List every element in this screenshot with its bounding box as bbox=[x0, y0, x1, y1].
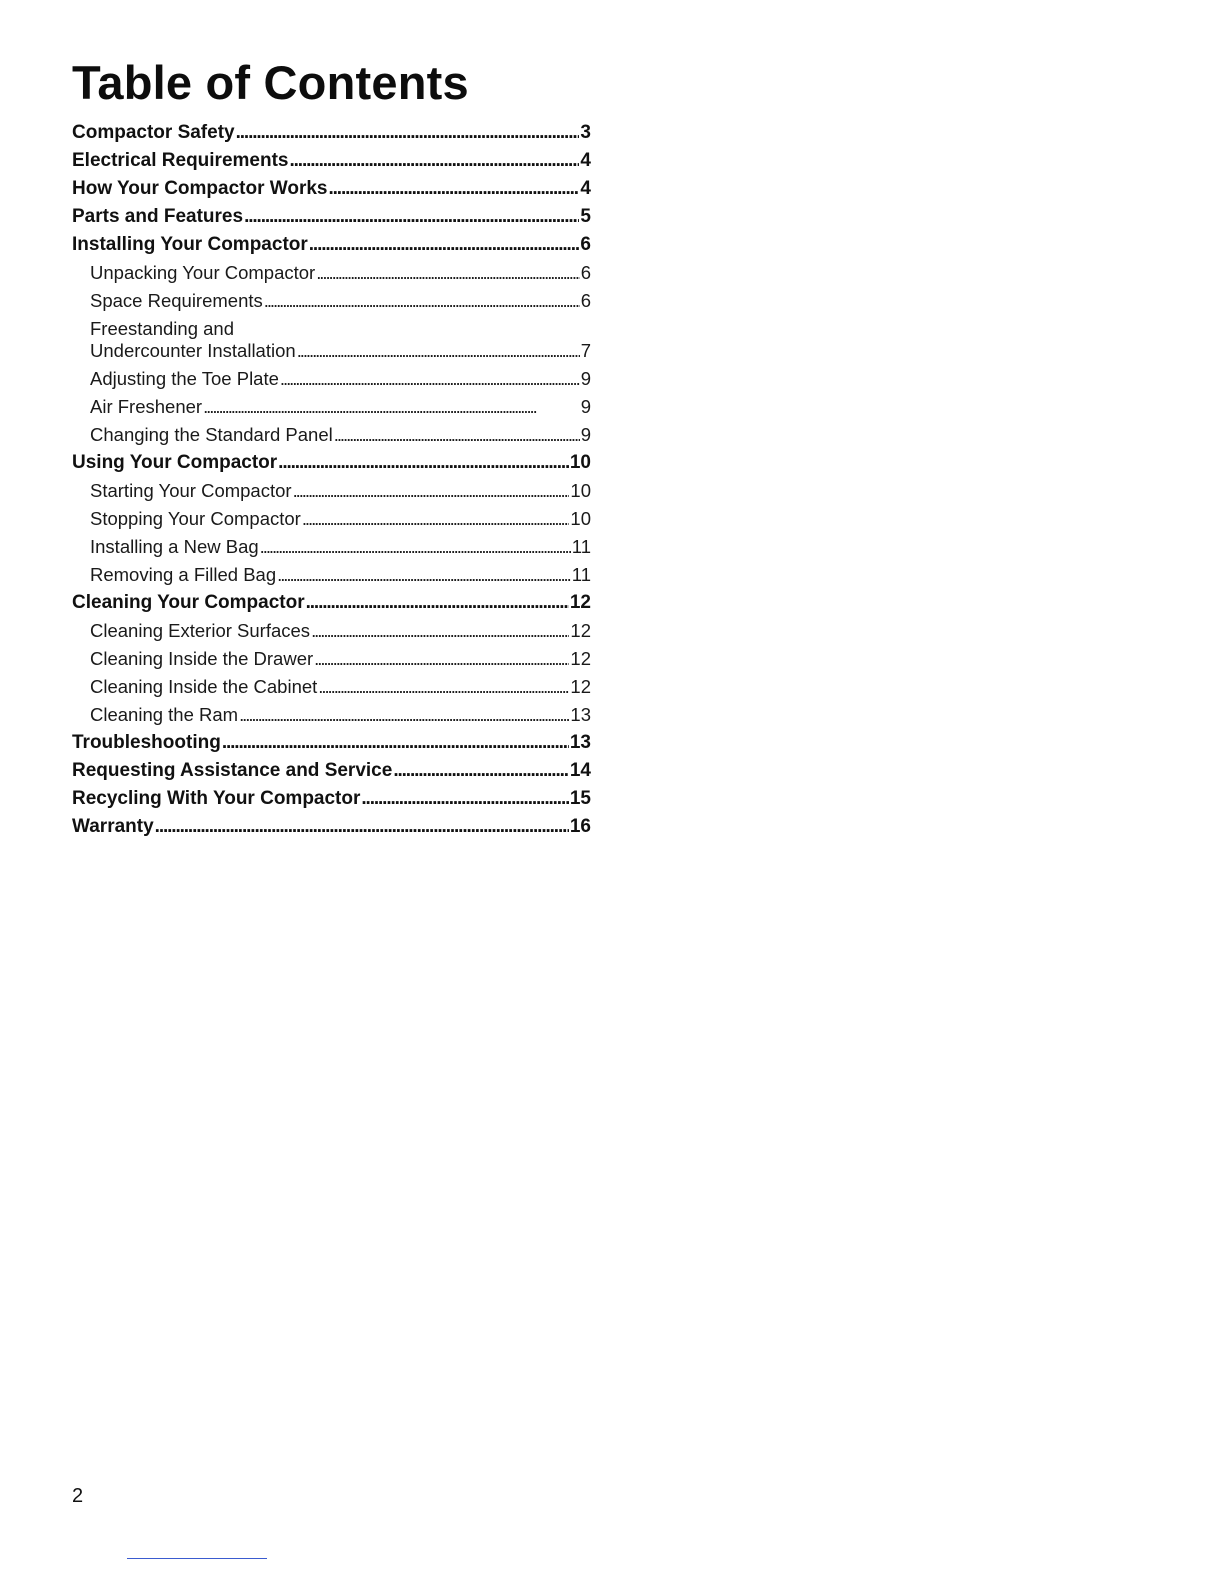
toc-entry bbox=[72, 147, 591, 175]
dot-leader bbox=[361, 788, 568, 810]
dot-leader bbox=[328, 178, 579, 200]
toc-entry-label: Freestanding and Undercounter Installation bbox=[90, 318, 296, 361]
toc-entry-page: 9 bbox=[580, 368, 591, 389]
toc-entry-page: 12 bbox=[570, 620, 591, 641]
dot-leader bbox=[293, 480, 570, 502]
toc-entry-label: Cleaning Your Compactor bbox=[72, 592, 305, 613]
dot-leader bbox=[314, 648, 569, 670]
page-number: 2 bbox=[72, 1485, 84, 1507]
toc-entry-label: Using Your Compactor bbox=[72, 452, 278, 473]
toc-entry-page: 12 bbox=[570, 648, 591, 669]
toc-entry bbox=[72, 449, 591, 477]
dot-leader bbox=[264, 290, 580, 312]
dot-leader bbox=[297, 340, 580, 362]
toc-entry bbox=[72, 119, 591, 147]
dot-leader bbox=[316, 262, 579, 284]
toc-subentry bbox=[72, 315, 591, 365]
dot-leader bbox=[280, 368, 580, 390]
toc-subentry bbox=[72, 421, 591, 449]
toc-entry-page: 16 bbox=[569, 816, 591, 837]
page-title: Table of Contents bbox=[72, 56, 469, 109]
toc-subentry bbox=[72, 617, 591, 645]
dot-leader bbox=[289, 150, 579, 172]
dot-leader bbox=[277, 564, 571, 586]
toc-subentry bbox=[72, 645, 591, 673]
toc-entry-page: 10 bbox=[570, 508, 591, 529]
toc-entry-label: Cleaning the Ram bbox=[90, 704, 239, 725]
dot-leader bbox=[318, 676, 569, 698]
toc-entry-label: Electrical Requirements bbox=[72, 150, 289, 171]
toc-entry-page: 13 bbox=[569, 732, 591, 753]
toc-entry-page: 11 bbox=[571, 536, 591, 557]
toc-entry-page: 9 bbox=[580, 396, 591, 417]
dot-leader bbox=[302, 508, 570, 530]
toc-entry-page: 7 bbox=[580, 340, 591, 361]
toc-subentry bbox=[72, 259, 591, 287]
toc-entry-label: Compactor Safety bbox=[72, 122, 235, 143]
toc-subentry bbox=[72, 505, 591, 533]
toc-entry-label: Warranty bbox=[72, 816, 154, 837]
toc-entry-page: 12 bbox=[570, 676, 591, 697]
toc-entry-label: Cleaning Inside the Cabinet bbox=[90, 676, 318, 697]
toc-entry-label: Installing a New Bag bbox=[90, 536, 259, 557]
dot-leader bbox=[260, 536, 571, 558]
toc-entry-label: Parts and Features bbox=[72, 206, 244, 227]
toc-entry-page: 14 bbox=[569, 760, 591, 781]
toc-entry-label: Requesting Assistance and Service bbox=[72, 760, 393, 781]
toc-entry-label: Adjusting the Toe Plate bbox=[90, 368, 279, 389]
toc-entry-label: Troubleshooting bbox=[72, 732, 221, 753]
toc-entry-label: Starting Your Compactor bbox=[90, 480, 292, 501]
toc-subentry bbox=[72, 533, 591, 561]
toc-entry-page: 6 bbox=[580, 290, 591, 311]
dot-leader bbox=[306, 592, 569, 614]
toc-entry bbox=[72, 203, 591, 231]
toc-subentry bbox=[72, 287, 591, 315]
toc-entry bbox=[72, 813, 591, 841]
dot-leader bbox=[244, 206, 579, 228]
dot-leader bbox=[203, 396, 580, 418]
toc-entry-page: 10 bbox=[569, 452, 591, 473]
toc-entry bbox=[72, 175, 591, 203]
toc-subentry bbox=[72, 365, 591, 393]
dot-leader bbox=[278, 452, 569, 474]
toc-entry-label: Unpacking Your Compactor bbox=[90, 262, 316, 283]
toc-entry-page: 3 bbox=[580, 122, 591, 143]
toc-entry-page: 5 bbox=[580, 206, 591, 227]
toc-entry bbox=[72, 785, 591, 813]
toc-entry-label: Air Freshener bbox=[90, 396, 203, 417]
dot-leader bbox=[311, 620, 569, 642]
dot-leader bbox=[239, 704, 569, 726]
toc-entry-label: Removing a Filled Bag bbox=[90, 564, 277, 585]
dot-leader bbox=[393, 760, 569, 782]
toc-entry bbox=[72, 757, 591, 785]
toc-entry-label: Changing the Standard Panel bbox=[90, 424, 333, 445]
toc-subentry bbox=[72, 561, 591, 589]
toc-entry-page: 12 bbox=[569, 592, 591, 613]
dot-leader bbox=[155, 816, 569, 838]
toc-entry-page: 6 bbox=[580, 262, 591, 283]
toc-entry-label: Installing Your Compactor bbox=[72, 234, 308, 255]
toc-entry-page: 6 bbox=[580, 234, 591, 255]
toc-entry-page: 9 bbox=[580, 424, 591, 445]
dot-leader bbox=[309, 234, 580, 256]
toc-subentry bbox=[72, 477, 591, 505]
toc-entry bbox=[72, 729, 591, 757]
toc-entry-label: Space Requirements bbox=[90, 290, 263, 311]
toc-subentry bbox=[72, 673, 591, 701]
toc-entry-label: Cleaning Inside the Drawer bbox=[90, 648, 314, 669]
dot-leader bbox=[222, 732, 569, 754]
toc-entry-page: 4 bbox=[580, 150, 591, 171]
toc-entry-label: Stopping Your Compactor bbox=[90, 508, 301, 529]
toc-entry-page: 4 bbox=[580, 178, 591, 199]
dot-leader bbox=[334, 424, 580, 446]
toc-entry bbox=[72, 589, 591, 617]
toc-entry-page: 15 bbox=[569, 788, 591, 809]
toc-entry bbox=[72, 231, 591, 259]
toc-subentry bbox=[72, 701, 591, 729]
toc-entry-label: How Your Compactor Works bbox=[72, 178, 328, 199]
table-of-contents bbox=[72, 119, 591, 841]
toc-entry-page: 11 bbox=[571, 564, 591, 585]
toc-subentry bbox=[72, 393, 591, 421]
toc-entry-page: 10 bbox=[570, 480, 591, 501]
toc-entry-label: Recycling With Your Compactor bbox=[72, 788, 361, 809]
dot-leader bbox=[236, 122, 580, 144]
toc-entry-label: Cleaning Exterior Surfaces bbox=[90, 620, 311, 641]
footer-rule bbox=[127, 1558, 267, 1559]
toc-entry-page: 13 bbox=[570, 704, 591, 725]
